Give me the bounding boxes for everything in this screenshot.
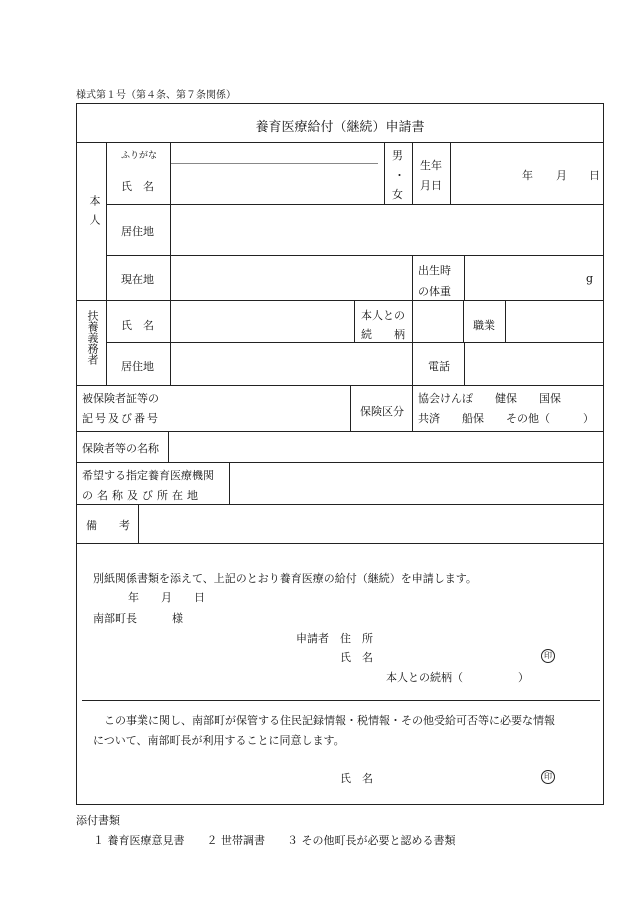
insurance-number-field[interactable] xyxy=(172,389,347,428)
insurance-options-line2[interactable]: 共済 船保 その他（ ） xyxy=(418,412,594,425)
furigana-field[interactable] xyxy=(172,146,377,162)
addressee: 南部町長 xyxy=(93,612,137,625)
hospital-label-1: 希望する指定養育医療機関 xyxy=(82,469,214,482)
guardian-section-label: 扶養義務者 xyxy=(86,310,99,365)
attachments-list: １ 養育医療意見書 ２ 世帯調書 ３ その他町長が必要と認める書類 xyxy=(93,834,456,847)
person-residence-field[interactable] xyxy=(172,208,600,252)
form-title: 養育医療給付（継続）申請書 xyxy=(255,120,425,135)
addressee-honorific: 様 xyxy=(172,612,183,625)
birth-weight-label-2: の体重 xyxy=(418,285,451,298)
occupation-label: 職業 xyxy=(473,319,495,332)
application-statement: 別紙関係書類を添えて、上記のとおり養育医療の給付（継続）を申請します。 xyxy=(93,572,477,585)
phone-field[interactable] xyxy=(467,346,600,382)
guardian-name-field[interactable] xyxy=(172,304,350,339)
insurer-name-label: 保険者等の名称 xyxy=(82,442,159,455)
person-residence-label: 居住地 xyxy=(121,225,154,238)
consent-seal-mark: 印 xyxy=(541,770,555,784)
current-location-field[interactable] xyxy=(172,259,408,297)
birth-weight-label-1: 出生時 xyxy=(418,264,451,277)
remarks-label: 備 考 xyxy=(86,519,130,532)
insurance-card-label-2: 記号及び番号 xyxy=(82,412,160,425)
birth-year-unit: 年 xyxy=(522,169,533,182)
current-location-label: 現在地 xyxy=(121,273,154,286)
consent-line2: について、南部町長が利用することに同意します。 xyxy=(93,734,345,747)
remarks-field[interactable] xyxy=(142,508,600,540)
birth-weight-unit: g xyxy=(586,272,594,285)
person-name-field[interactable] xyxy=(172,166,377,200)
person-name-label: 氏 名 xyxy=(121,180,154,193)
insurance-category-label: 保険区分 xyxy=(360,405,404,418)
attachments-heading: 添付書類 xyxy=(76,814,120,827)
birthdate-label-1: 生年 xyxy=(420,159,442,172)
birth-month-unit: 月 xyxy=(556,169,567,182)
seal-mark: 印 xyxy=(541,649,555,663)
applicant-address-label: 申請者 住 所 xyxy=(296,632,373,645)
hospital-label-2: の名称及び所在地 xyxy=(82,489,202,502)
hospital-field[interactable] xyxy=(233,466,600,501)
applicant-relation: 本人との続柄（ ） xyxy=(386,671,529,684)
guardian-name-label: 氏 名 xyxy=(121,319,154,332)
sex-male-option[interactable]: 男 xyxy=(392,149,403,162)
form-number: 様式第１号（第４条、第７条関係） xyxy=(76,90,236,101)
consent-line1: この事業に関し、南部町が保管する住民記録情報・税情報・その他受給可否等に必要な情報 xyxy=(104,714,555,727)
application-date: 年 月 日 xyxy=(128,591,205,604)
insurance-options-line1[interactable]: 協会けんぽ 健保 国保 xyxy=(418,392,561,405)
sex-female-option[interactable]: 女 xyxy=(392,188,403,201)
person-section-label: 本人 xyxy=(88,195,101,233)
consent-name-label: 氏 名 xyxy=(340,772,373,785)
applicant-name-label: 氏 名 xyxy=(340,651,373,664)
birthdate-label-2: 月日 xyxy=(420,179,442,192)
guardian-residence-field[interactable] xyxy=(172,346,408,382)
insurer-name-field[interactable] xyxy=(172,434,600,460)
insurance-card-label-1: 被保険者証等の xyxy=(82,392,159,405)
sex-separator: ・ xyxy=(394,169,405,182)
guardian-residence-label: 居住地 xyxy=(121,360,154,373)
furigana-label: ふりがな xyxy=(121,151,158,161)
birth-day-unit: 日 xyxy=(589,169,600,182)
phone-label: 電話 xyxy=(428,360,450,373)
relation-label-1: 本人との xyxy=(361,309,405,322)
relation-label-2: 続 柄 xyxy=(361,328,405,341)
